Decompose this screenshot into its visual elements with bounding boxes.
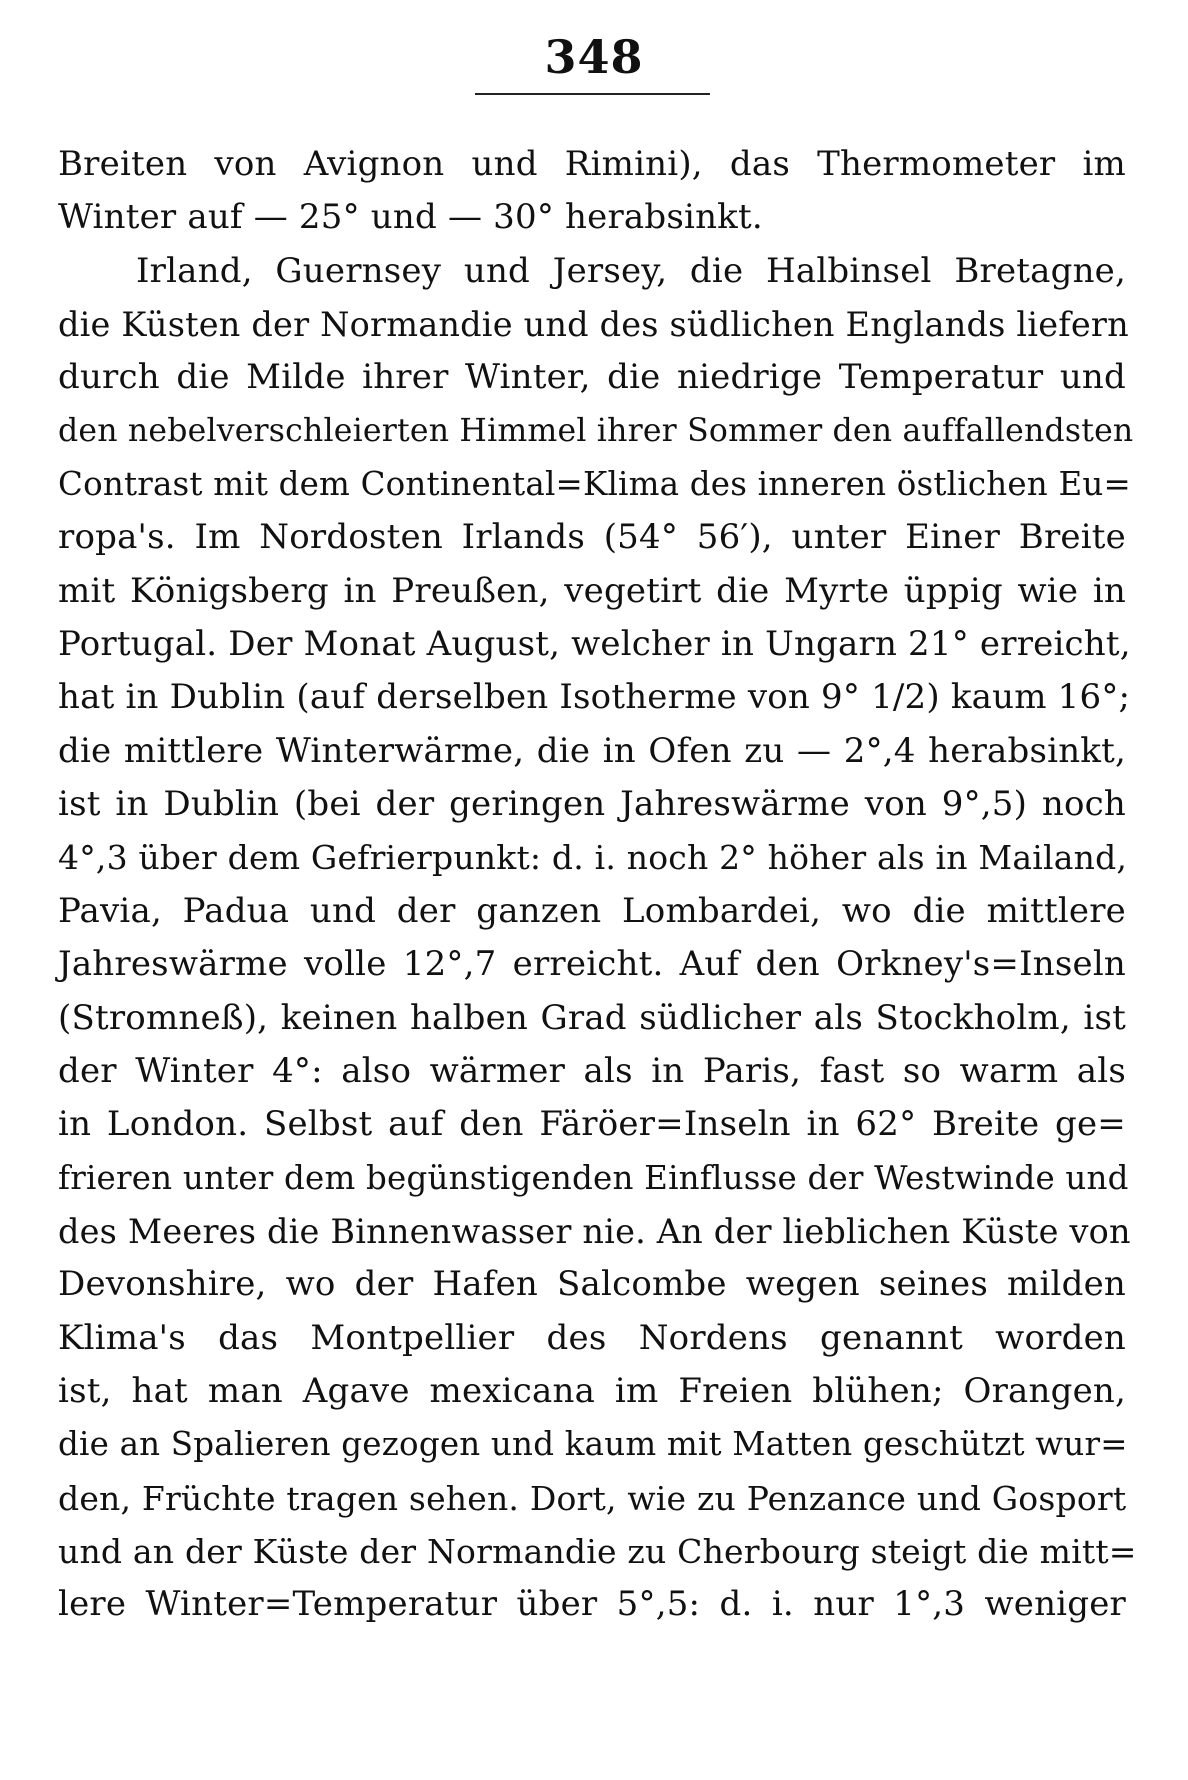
text-line: ist in Dublin (bei der geringen Jahreswärme von 9°,5) noch (58, 784, 1126, 825)
body-text (58, 138, 1137, 1632)
text-line: ist, hat man Agave mexicana im Freien blühen; Orangen, (58, 1370, 1126, 1411)
text-line: lere Winter=Temperatur über 5°,5: d. i. nur 1°,3 weniger (58, 1584, 1126, 1625)
text-line: (Stromneß), keinen halben Grad südlicher als Stockholm, ist (58, 997, 1126, 1038)
text-line: Irland, Guernsey und Jersey, die Halbinsel Bretagne, (136, 250, 1126, 291)
text-line: durch die Milde ihrer Winter, die niedrige Temperatur und (58, 357, 1126, 398)
text-line: Jahreswärme volle 12°,7 erreicht. Auf den Orkney's=Inseln (58, 944, 1126, 985)
text-line: der Winter 4°: also wärmer als in Paris, fast so warm als (58, 1050, 1126, 1091)
text-line: Devonshire, wo der Hafen Salcombe wegen seines milden (58, 1264, 1126, 1305)
text-line: Breiten von Avignon und Rimini), das Thermometer im (58, 144, 1126, 184)
text-line: die an Spalieren gezogen und kaum mit Matten geschützt wur= (58, 1425, 1128, 1464)
text-line: frieren unter dem begünstigenden Einflusse der Westwinde und (58, 1158, 1129, 1197)
text-line: Winter auf — 25° und — 30° herabsinkt. (58, 197, 763, 238)
text-line: den, Früchte tragen sehen. Dort, wie zu Penzance und Gosport (58, 1478, 1127, 1518)
text-line: Pavia, Padua und der ganzen Lombardei, wo die mittlere (58, 890, 1126, 931)
text-line: die mittlere Winterwärme, die in Ofen zu — 2°,4 herabsinkt, (58, 730, 1126, 771)
text-line: die Küsten der Normandie und des südlichen Englands liefern (58, 305, 1129, 345)
text-line: 4°,3 über dem Gefrierpunkt: d. i. noch 2° höher als in Mailand, (58, 838, 1128, 878)
text-line: hat in Dublin (auf derselben Isotherme von 9° 1/2) kaum 16°; (58, 677, 1131, 718)
text-line: Klima's das Montpellier des Nordens genannt worden (58, 1317, 1126, 1358)
text-line: den nebelverschleierten Himmel ihrer Sommer den auffallendsten (58, 412, 1134, 449)
text-line: mit Königsberg in Preußen, vegetirt die Myrte üppig wie in (58, 570, 1126, 611)
text-line: Portugal. Der Monat August, welcher in Ungarn 21° erreicht, (58, 624, 1131, 665)
text-line: des Meeres die Binnenwasser nie. An der lieblichen Küste von (58, 1211, 1131, 1251)
text-line: in London. Selbst auf den Färöer=Inseln in 62° Breite ge= (58, 1104, 1126, 1145)
text-line: und an der Küste der Normandie zu Cherbourg steigt die mitt= (58, 1531, 1137, 1571)
text-line: ropa's. Im Nordosten Irlands (54° 56′), unter Einer Breite (58, 517, 1126, 558)
page-number: 348 (544, 30, 644, 84)
header-rule (475, 93, 710, 95)
text-line: Contrast mit dem Continental=Klima des inneren östlichen Eu= (58, 465, 1131, 504)
